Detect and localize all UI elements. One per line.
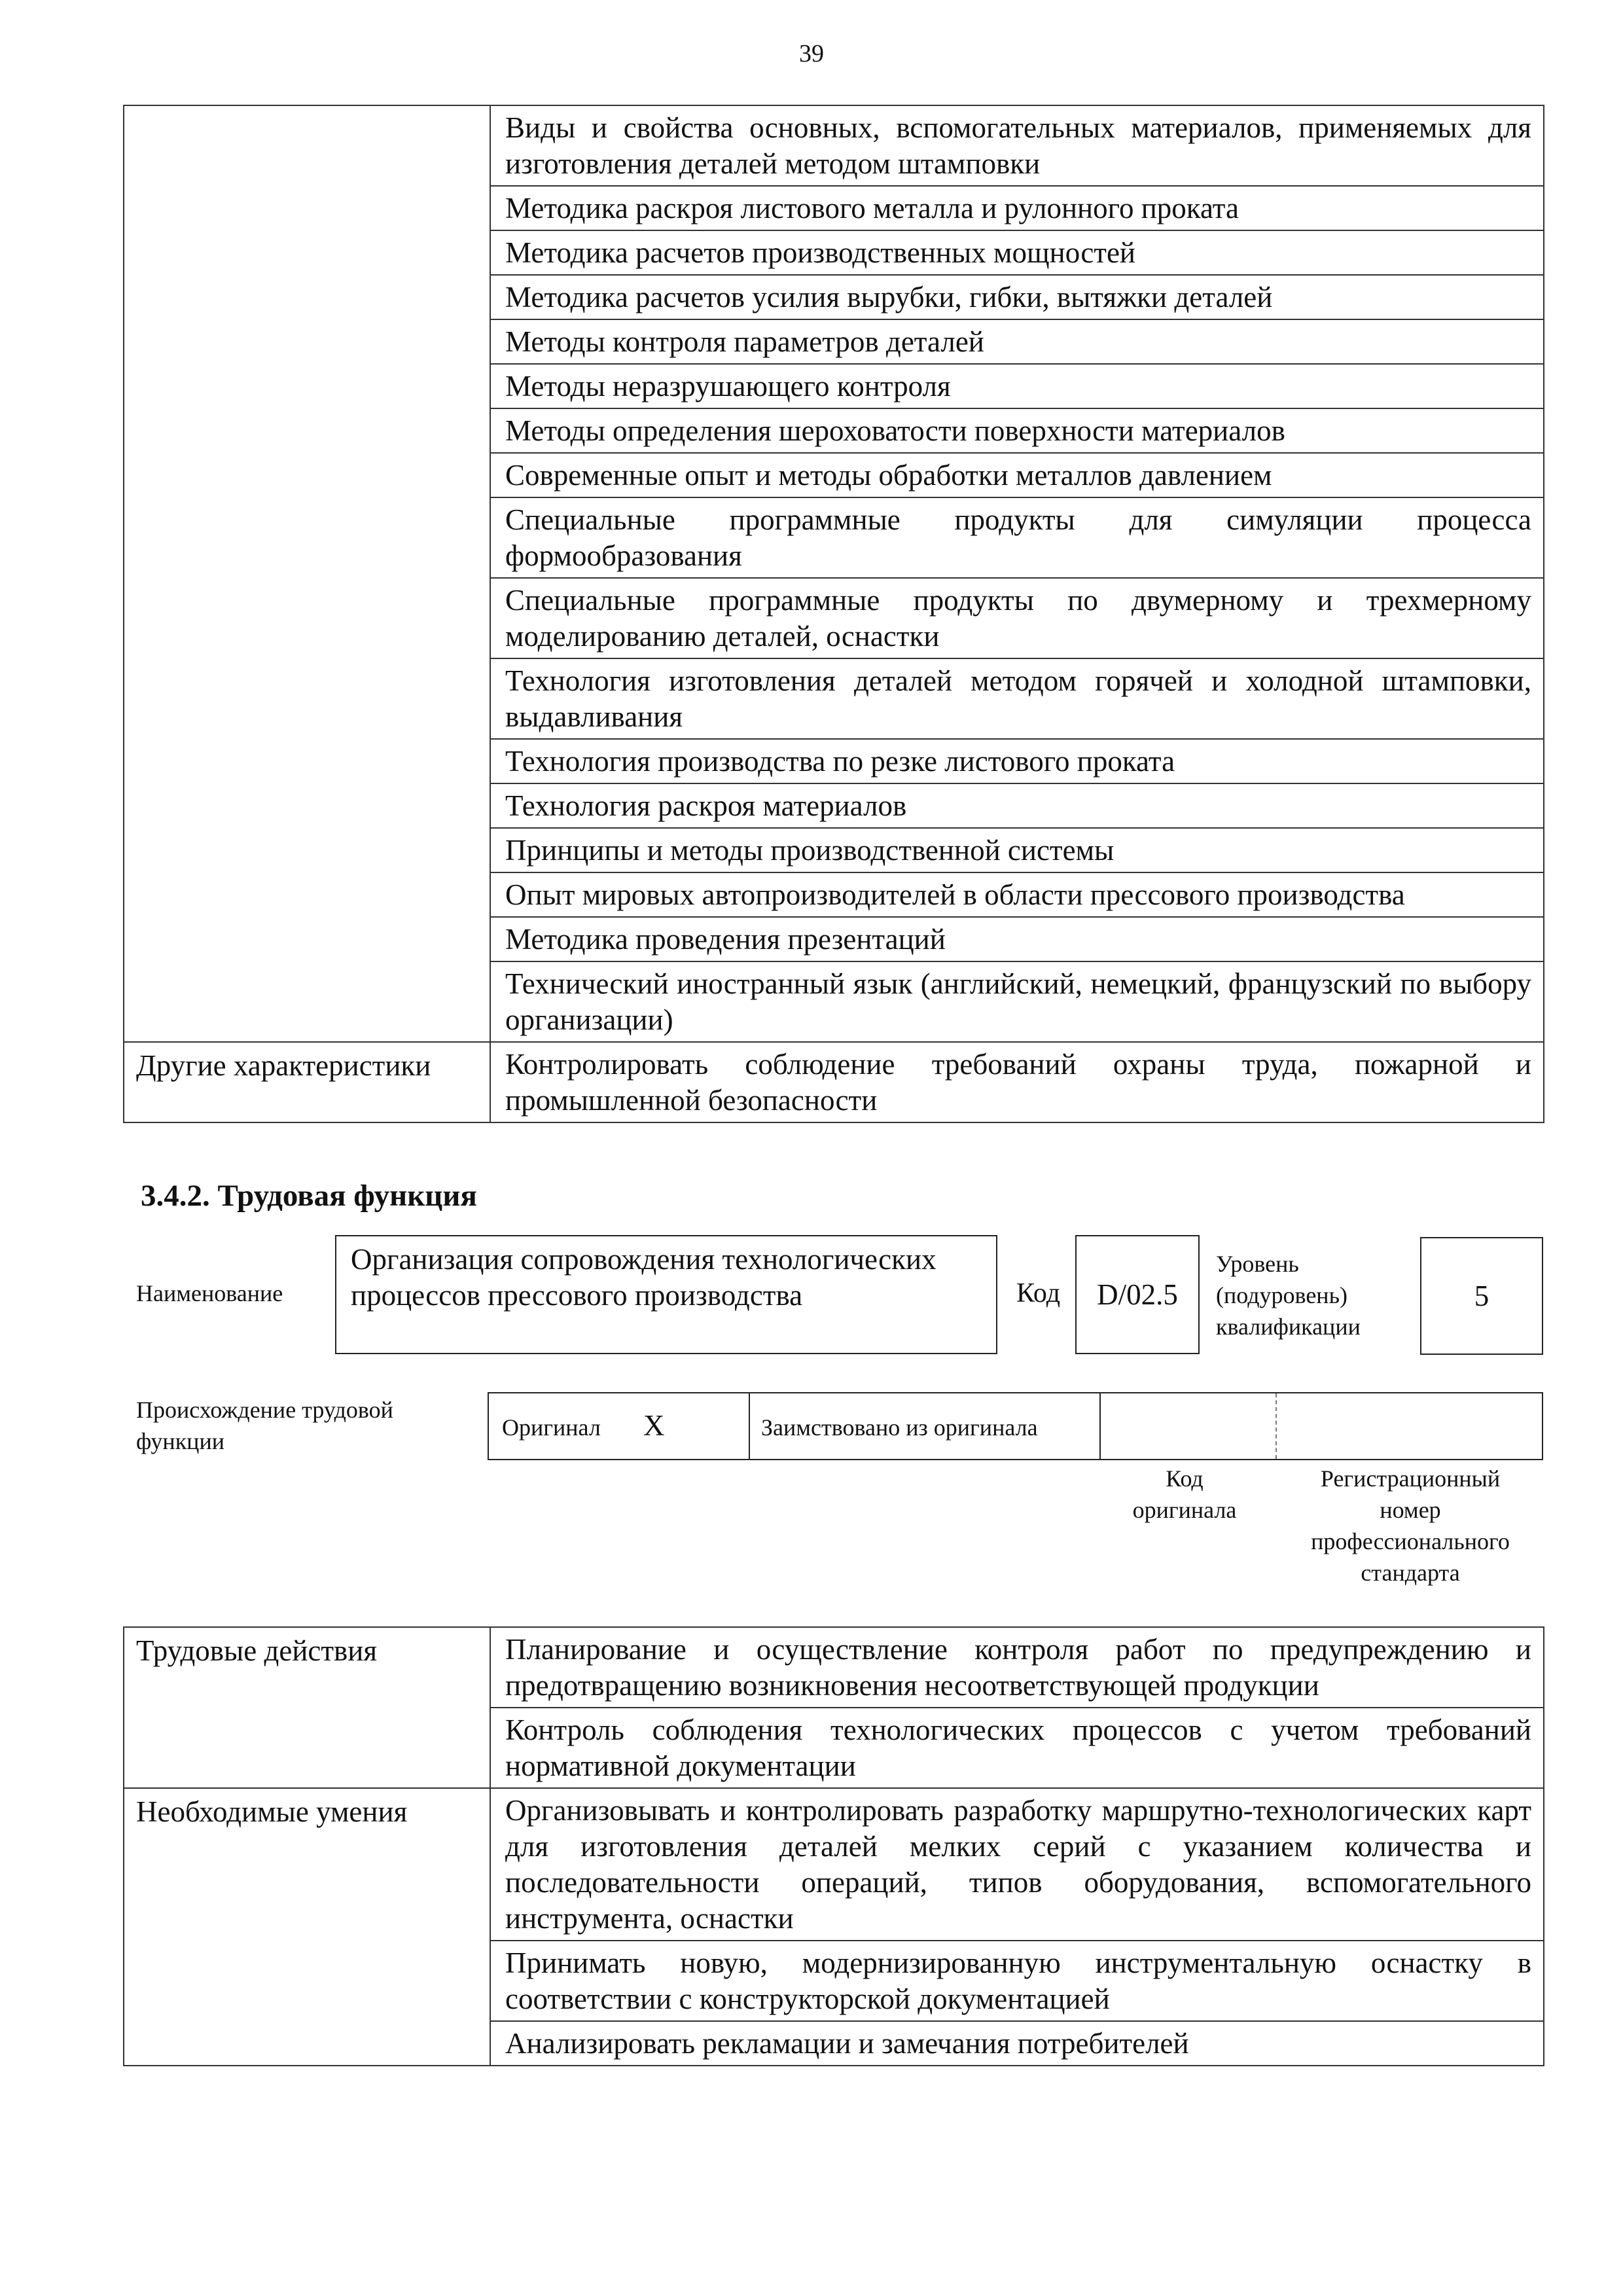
empty-left-cell [124, 105, 490, 1042]
function-name-box: Организация сопровождения технологических процессов прессового производства [335, 1235, 997, 1354]
table-row [124, 1788, 1544, 2066]
list-item: Виды и свойства основных, вспомогательных материалов, применяемых для изготовления деталей методом штамповки [491, 106, 1543, 187]
list-item: Организовывать и контролировать разработку маршрутно-технологических карт для изготовления деталей мелких серий с указанием количества и последовательности операций, типов оборудования, вспомогательного инструмента, оснастки [491, 1789, 1543, 1941]
list-item: Современные опыт и методы обработки металлов давлением [491, 454, 1543, 498]
list-item: Технология раскроя материалов [491, 784, 1543, 829]
list-item: Специальные программные продукты по двумерному и трехмерному моделированию деталей, оснастки [491, 579, 1543, 659]
level-label-text: Уровень (подуровень) квалификации [1216, 1251, 1361, 1340]
knowledge-list [490, 105, 1544, 1042]
qualification-level-box: 5 [1420, 1237, 1543, 1355]
other-characteristics-label: Другие характеристики [136, 1049, 431, 1082]
actions-list [490, 1627, 1544, 1788]
origin-divider [1099, 1393, 1101, 1459]
origin-label [136, 1394, 463, 1457]
list-item: Методика расчетов производственных мощностей [491, 231, 1543, 276]
table-row [124, 105, 1544, 1042]
other-characteristics-value: Контролировать соблюдение требований охраны труда, пожарной и промышленной безопасности [505, 1048, 1531, 1117]
list-item: Методика расчетов усилия вырубки, гибки, вытяжки деталей [491, 276, 1543, 320]
function-code-box: D/02.5 [1075, 1235, 1200, 1354]
actions-label-cell [124, 1627, 490, 1788]
table-row [124, 1627, 1544, 1788]
list-item: Анализировать рекламации и замечания потребителей [505, 2027, 1189, 2060]
skills-list [490, 1788, 1544, 2066]
skills-label-cell [124, 1788, 490, 2066]
original-label: Оригинал [502, 1414, 601, 1441]
original-mark: X [643, 1409, 665, 1442]
list-item: Технический иностранный язык (английский, немецкий, французский по выбору организации) [505, 967, 1531, 1036]
section-title: 3.4.2. Трудовая функция [141, 1179, 477, 1213]
table-row [124, 1042, 1544, 1122]
skills-label: Необходимые умения [136, 1795, 408, 1828]
name-label: Наименование [136, 1280, 283, 1306]
list-item: Технология изготовления деталей методом горячей и холодной штамповки, выдавливания [491, 659, 1543, 740]
list-item: Методы определения шероховатости поверхности материалов [491, 409, 1543, 454]
reg-number-caption: Регистрационный номер профессионального стандарта [1311, 1465, 1510, 1586]
borrowed-label: Заимствовано из оригинала [761, 1414, 1038, 1441]
page-number: 39 [799, 40, 824, 67]
list-item: Планирование и осуществление контроля работ по предупреждению и предотвращению возникновения несоответствующей продукции [491, 1628, 1543, 1708]
list-item: Методы неразрушающего контроля [491, 365, 1543, 409]
list-item: Методика проведения презентаций [491, 918, 1543, 962]
origin-divider [749, 1393, 750, 1459]
list-item: Опыт мировых автопроизводителей в области прессового производства [491, 873, 1543, 918]
code-original-caption: Код оригинала [1132, 1465, 1237, 1523]
origin-label-text: Происхождение трудовой функции [136, 1397, 393, 1454]
list-item: Принимать новую, модернизированную инструментальную оснастку в соответствии с конструкторской документацией [491, 1941, 1543, 2022]
actions-label: Трудовые действия [136, 1634, 378, 1667]
list-item: Контроль соблюдения технологических процессов с учетом требований нормативной документации [505, 1713, 1531, 1782]
list-item: Технология производства по резке листового проката [491, 740, 1543, 784]
other-characteristics-label-cell [124, 1042, 490, 1122]
actions-skills-table [123, 1626, 1544, 2066]
list-item: Принципы и методы производственной системы [491, 829, 1543, 873]
knowledge-table [123, 105, 1544, 1123]
level-label [1216, 1248, 1386, 1342]
other-characteristics-value-cell [490, 1042, 1544, 1122]
list-item: Методы контроля параметров деталей [491, 320, 1543, 365]
list-item: Специальные программные продукты для симуляции процесса формообразования [491, 498, 1543, 579]
code-label: Код [1016, 1278, 1061, 1308]
origin-divider [1275, 1393, 1277, 1459]
list-item: Методика раскроя листового металла и рулонного проката [491, 187, 1543, 231]
